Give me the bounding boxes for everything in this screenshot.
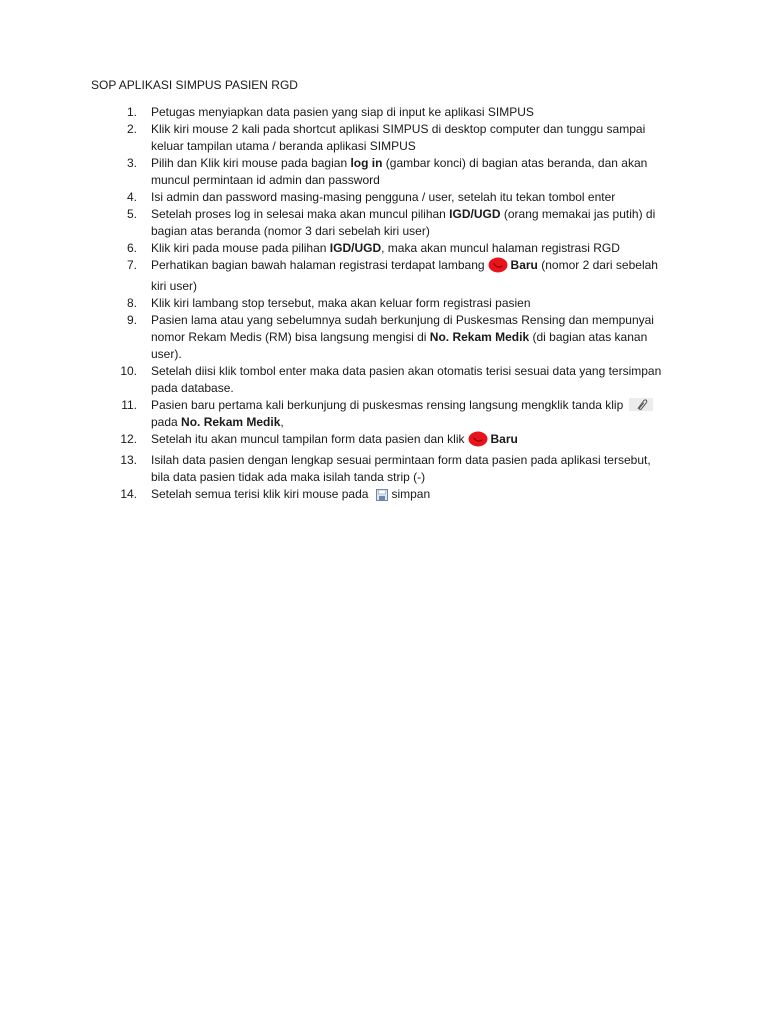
step-number: 10. — [120, 364, 137, 378]
step-number: 5. — [126, 207, 137, 221]
step-text-bold: Baru — [490, 432, 518, 446]
stop-sign-icon — [488, 257, 508, 278]
list-item — [92, 206, 682, 240]
step-number: 7. — [126, 258, 137, 272]
step-text-bold: No. Rekam Medik — [429, 330, 530, 344]
step-text: Isi admin dan password masing-masing pengguna / user, setelah itu tekan tombol enter — [151, 190, 616, 204]
step-text: Pasien lama atau yang sebelumnya sudah berkunjung di Puskesmas Rensing dan mempunyai — [151, 313, 654, 327]
step-number: 2. — [126, 122, 137, 136]
list-item — [92, 240, 682, 257]
step-text: muncul permintaan id admin dan password — [151, 173, 380, 187]
list-item — [92, 312, 682, 363]
step-text: Perhatikan bagian bawah halaman registrasi terdapat lambang — [151, 258, 485, 272]
step-number: 11. — [121, 398, 137, 412]
step-text-bold: log in — [350, 156, 383, 170]
step-number: 12. — [120, 432, 137, 446]
list-item — [92, 452, 682, 486]
step-text: pada database. — [151, 381, 234, 395]
step-text: Isilah data pasien dengan lengkap sesuai permintaan form data pasien pada aplikasi tersebut, — [151, 453, 651, 467]
step-text: simpan — [391, 487, 431, 501]
paperclip-icon — [629, 398, 653, 411]
step-number: 1. — [126, 105, 137, 119]
step-number: 6. — [126, 241, 137, 255]
step-text: Petugas menyiapkan data pasien yang siap di input ke aplikasi SIMPUS — [151, 105, 534, 119]
step-text: Setelah itu akan muncul tampilan form data pasien dan klik — [151, 432, 465, 446]
list-item — [92, 104, 682, 121]
step-text: (di bagian atas kanan — [529, 330, 648, 344]
step-text: Pasien baru pertama kali berkunjung di puskesmas rensing langsung mengklik tanda klip — [151, 398, 624, 412]
step-number: 3. — [126, 156, 137, 170]
step-number: 14. — [120, 487, 137, 501]
step-text: bagian atas beranda (nomor 3 dari sebelah kiri user) — [151, 224, 430, 238]
step-text: Setelah proses log in selesai maka akan muncul pilihan — [151, 207, 450, 221]
step-text: (orang memakai jas putih) di — [500, 207, 656, 221]
step-number: 13. — [120, 453, 137, 467]
step-text: kiri user) — [151, 279, 198, 293]
step-number: 4. — [126, 190, 137, 204]
step-text: (gambar konci) di bagian atas beranda, dan akan — [382, 156, 648, 170]
document-title: SOP APLIKASI SIMPUS PASIEN RGD — [91, 78, 298, 92]
list-item — [92, 121, 682, 155]
list-item — [92, 431, 682, 452]
step-number: 9. — [126, 313, 137, 327]
list-item — [92, 155, 682, 189]
list-item — [92, 397, 682, 431]
step-text: Pilih dan Klik kiri mouse pada bagian — [151, 156, 351, 170]
list-item — [92, 189, 682, 206]
list-item — [92, 363, 682, 397]
step-number: 8. — [126, 296, 137, 310]
list-item — [92, 486, 682, 506]
step-text: pada — [151, 415, 182, 429]
step-text: Setelah semua terisi klik kiri mouse pada — [151, 487, 369, 501]
step-text-bold: IGD/UGD — [329, 241, 382, 255]
step-text-bold: Baru — [510, 258, 538, 272]
step-text: bila data pasien tidak ada maka isilah tanda strip (-) — [151, 470, 426, 484]
step-text: , — [280, 415, 284, 429]
step-text: Klik kiri mouse 2 kali pada shortcut aplikasi SIMPUS di desktop computer dan tunggu sampai — [151, 122, 646, 136]
step-text-bold: IGD/UGD — [449, 207, 501, 221]
step-text: keluar tampilan utama / beranda aplikasi SIMPUS — [151, 139, 416, 153]
step-text: Klik kiri pada mouse pada pilihan — [151, 241, 330, 255]
stop-sign-icon — [468, 431, 488, 452]
list-item — [92, 295, 682, 312]
step-text-bold: No. Rekam Medik — [181, 415, 281, 429]
step-text: Klik kiri lambang stop tersebut, maka akan keluar form registrasi pasien — [151, 296, 531, 310]
step-text: Setelah diisi klik tombol enter maka data pasien akan otomatis terisi sesuai data yang tersimpan — [151, 364, 662, 378]
list-item — [92, 257, 682, 295]
save-icon — [376, 489, 388, 506]
step-text: nomor Rekam Medis (RM) bisa langsung mengisi di — [151, 330, 430, 344]
step-text: , maka akan muncul halaman registrasi RGD — [381, 241, 620, 255]
sop-step-list — [92, 104, 682, 506]
step-text: user). — [151, 347, 182, 361]
step-text: (nomor 2 dari sebelah — [537, 258, 658, 272]
